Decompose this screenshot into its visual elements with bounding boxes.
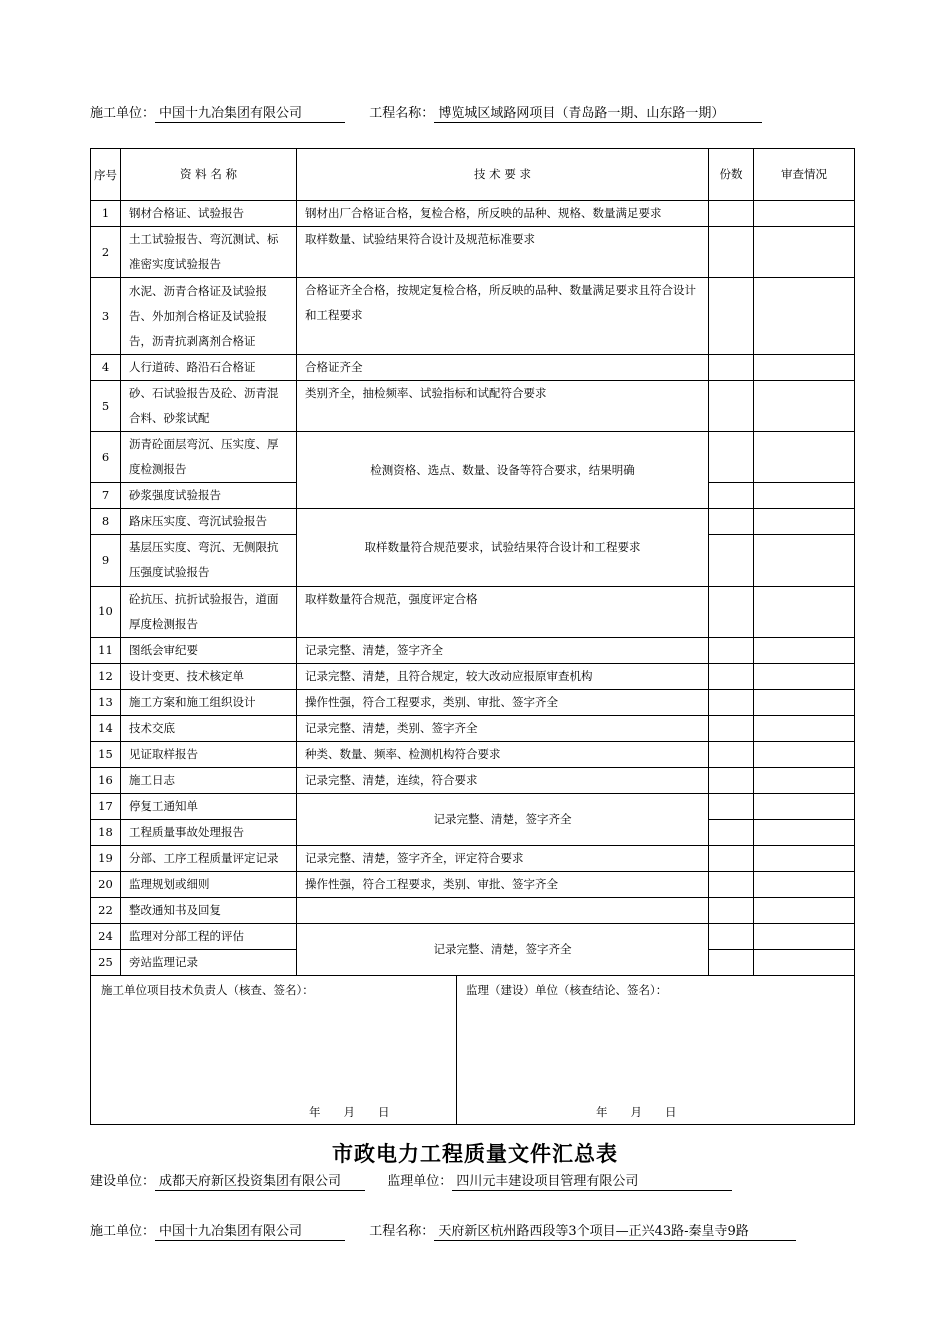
table-row [91, 380, 855, 431]
row-name: 砂浆强度试验报告 [121, 483, 297, 509]
table-row [91, 897, 855, 923]
row-requirement: 合格证齐全 [297, 354, 709, 380]
row-requirement: 记录完整、清楚，签字齐全 [297, 923, 709, 975]
table-row [91, 741, 855, 767]
row-copies[interactable] [709, 871, 754, 897]
row-copies[interactable] [709, 227, 754, 278]
row-review[interactable] [754, 741, 855, 767]
row-copies[interactable] [709, 586, 754, 637]
row-no: 17 [91, 793, 121, 819]
row-name: 砼抗压、抗折试验报告，道面厚度检测报告 [121, 586, 297, 637]
project-name-value-2: 天府新区杭州路西段等3个项目—正兴43路-秦皇寺9路 [434, 1224, 796, 1241]
col-header-name: 资 料 名 称 [121, 149, 297, 201]
table-row [91, 845, 855, 871]
row-no: 6 [91, 432, 121, 483]
row-no: 7 [91, 483, 121, 509]
row-copies[interactable] [709, 663, 754, 689]
row-name: 人行道砖、路沿石合格证 [121, 354, 297, 380]
row-review[interactable] [754, 663, 855, 689]
row-review[interactable] [754, 819, 855, 845]
row-no: 18 [91, 819, 121, 845]
row-copies[interactable] [709, 741, 754, 767]
signature-construction-cell[interactable] [91, 975, 709, 1124]
row-copies[interactable] [709, 201, 754, 227]
row-review[interactable] [754, 871, 855, 897]
row-copies[interactable] [709, 897, 754, 923]
row-name: 基层压实度、弯沉、无侧限抗压强度试验报告 [121, 535, 297, 586]
row-review[interactable] [754, 509, 855, 535]
table-row [91, 354, 855, 380]
table-row [91, 793, 855, 819]
row-review[interactable] [754, 923, 855, 949]
table-row [91, 871, 855, 897]
row-no: 11 [91, 637, 121, 663]
row-copies[interactable] [709, 483, 754, 509]
row-review[interactable] [754, 715, 855, 741]
row-review[interactable] [754, 432, 855, 483]
row-name: 水泥、沥青合格证及试验报告、外加剂合格证及试验报告，沥青抗剥离剂合格证 [121, 278, 297, 355]
row-copies[interactable] [709, 923, 754, 949]
supervision-unit-value: 四川元丰建设项目管理有限公司 [452, 1174, 732, 1191]
row-name: 砂、石试验报告及砼、沥青混合料、砂浆试配 [121, 380, 297, 431]
row-copies[interactable] [709, 819, 754, 845]
row-copies[interactable] [709, 637, 754, 663]
signature-supervision-date: 年 月 日 [596, 1104, 677, 1119]
construction-unit-label-2: 施工单位： [90, 1224, 156, 1239]
row-review[interactable] [754, 767, 855, 793]
row-review[interactable] [754, 949, 855, 975]
row-review[interactable] [754, 793, 855, 819]
row-no: 24 [91, 923, 121, 949]
construction-project-line [90, 1220, 796, 1241]
row-requirement: 钢材出厂合格证合格，复检合格，所反映的品种、规格、数量满足要求 [297, 201, 709, 227]
row-copies[interactable] [709, 535, 754, 586]
row-copies[interactable] [709, 949, 754, 975]
table-row [91, 923, 855, 949]
row-name: 设计变更、技术核定单 [121, 663, 297, 689]
row-name: 路床压实度、弯沉试验报告 [121, 509, 297, 535]
table-row [91, 432, 855, 483]
row-no: 22 [91, 897, 121, 923]
supervision-unit-label: 监理单位： [387, 1174, 453, 1189]
row-no: 25 [91, 949, 121, 975]
table-row [91, 227, 855, 278]
signature-supervision-label: 监理（建设）单位（核查结论、签名）： [466, 982, 668, 997]
row-copies[interactable] [709, 278, 754, 355]
row-copies[interactable] [709, 689, 754, 715]
row-review[interactable] [754, 380, 855, 431]
row-review[interactable] [754, 689, 855, 715]
row-requirement: 合格证齐全合格，按规定复检合格，所反映的品种、数量满足要求且符合设计和工程要求 [297, 278, 709, 355]
row-no: 8 [91, 509, 121, 535]
row-review[interactable] [754, 201, 855, 227]
row-name: 监理规划或细则 [121, 871, 297, 897]
table-row [91, 663, 855, 689]
row-name: 沥青砼面层弯沉、压实度、厚度检测报告 [121, 432, 297, 483]
row-review[interactable] [754, 483, 855, 509]
signature-construction-date: 年 月 日 [309, 1104, 390, 1119]
project-name-label: 工程名称： [369, 106, 435, 121]
row-no: 1 [91, 201, 121, 227]
row-copies[interactable] [709, 845, 754, 871]
row-requirement: 操作性强，符合工程要求，类别、审批、签字齐全 [297, 871, 709, 897]
row-no: 10 [91, 586, 121, 637]
signature-construction-label: 施工单位项目技术负责人（核查、签名）： [101, 982, 314, 997]
row-no: 15 [91, 741, 121, 767]
row-name: 分部、工序工程质量评定记录 [121, 845, 297, 871]
row-review[interactable] [754, 586, 855, 637]
table-row [91, 509, 855, 535]
table-row [91, 278, 855, 355]
col-header-no: 序号 [91, 149, 121, 201]
row-copies[interactable] [709, 793, 754, 819]
row-name: 停复工通知单 [121, 793, 297, 819]
row-no: 20 [91, 871, 121, 897]
row-name: 技术交底 [121, 715, 297, 741]
summary-title: 市政电力工程质量文件汇总表 [332, 1141, 618, 1166]
row-no: 19 [91, 845, 121, 871]
row-review[interactable] [754, 278, 855, 355]
table-row [91, 201, 855, 227]
row-review[interactable] [754, 637, 855, 663]
table-row [91, 586, 855, 637]
table-row [91, 637, 855, 663]
row-requirement: 类别齐全，抽检频率、试验指标和试配符合要求 [297, 380, 709, 431]
row-no: 14 [91, 715, 121, 741]
row-copies[interactable] [709, 432, 754, 483]
row-name: 土工试验报告、弯沉测试、标准密实度试验报告 [121, 227, 297, 278]
row-review[interactable] [754, 845, 855, 871]
row-copies[interactable] [709, 354, 754, 380]
row-name: 图纸会审纪要 [121, 637, 297, 663]
row-requirement: 检测资格、选点、数量、设备等符合要求，结果明确 [297, 432, 709, 509]
col-header-requirement: 技 术 要 求 [297, 149, 709, 201]
row-requirement [297, 897, 709, 923]
row-requirement: 记录完整、清楚，签字齐全 [297, 637, 709, 663]
row-name: 监理对分部工程的评估 [121, 923, 297, 949]
row-no: 4 [91, 354, 121, 380]
table-row [91, 767, 855, 793]
row-copies[interactable] [709, 767, 754, 793]
row-no: 16 [91, 767, 121, 793]
row-review[interactable] [754, 535, 855, 586]
row-name: 整改通知书及回复 [121, 897, 297, 923]
row-no: 3 [91, 278, 121, 355]
construction-unit-label: 施工单位： [90, 106, 156, 121]
build-supervision-line [90, 1170, 732, 1191]
row-requirement: 取样数量符合规范，强度评定合格 [297, 586, 709, 637]
row-requirement: 取样数量、试验结果符合设计及规范标准要求 [297, 227, 709, 278]
col-header-review: 审查情况 [754, 149, 855, 201]
row-requirement: 操作性强，符合工程要求，类别、审批、签字齐全 [297, 689, 709, 715]
row-name: 施工方案和施工组织设计 [121, 689, 297, 715]
row-review[interactable] [754, 227, 855, 278]
row-requirement: 取样数量符合规范要求，试验结果符合设计和工程要求 [297, 509, 709, 586]
row-review[interactable] [754, 897, 855, 923]
table-row [91, 715, 855, 741]
header-line [90, 102, 762, 123]
col-header-copies: 份数 [709, 149, 754, 201]
signature-row [91, 975, 855, 1124]
quality-document-table [90, 148, 855, 1125]
construction-unit-value-2: 中国十九冶集团有限公司 [155, 1224, 345, 1241]
row-requirement: 记录完整、清楚，类别、签字齐全 [297, 715, 709, 741]
row-no: 2 [91, 227, 121, 278]
row-requirement: 种类、数量、频率、检测机构符合要求 [297, 741, 709, 767]
row-name: 工程质量事故处理报告 [121, 819, 297, 845]
project-name-label-2: 工程名称： [369, 1224, 435, 1239]
build-unit-label: 建设单位： [90, 1174, 156, 1189]
construction-unit-value: 中国十九冶集团有限公司 [155, 106, 345, 123]
row-no: 13 [91, 689, 121, 715]
row-review[interactable] [754, 354, 855, 380]
row-requirement: 记录完整、清楚，签字齐全，评定符合要求 [297, 845, 709, 871]
row-copies[interactable] [709, 380, 754, 431]
row-requirement: 记录完整、清楚，且符合规定，较大改动应报原审查机构 [297, 663, 709, 689]
row-requirement: 记录完整、清楚，连续，符合要求 [297, 767, 709, 793]
row-name: 旁站监理记录 [121, 949, 297, 975]
row-copies[interactable] [709, 715, 754, 741]
row-name: 施工日志 [121, 767, 297, 793]
row-no: 9 [91, 535, 121, 586]
row-no: 5 [91, 380, 121, 431]
build-unit-value: 成都天府新区投资集团有限公司 [155, 1174, 365, 1191]
project-name-value: 博览城区域路网项目（青岛路一期、山东路一期） [434, 106, 762, 123]
row-copies[interactable] [709, 509, 754, 535]
row-name: 见证取样报告 [121, 741, 297, 767]
row-name: 钢材合格证、试验报告 [121, 201, 297, 227]
table-row [91, 689, 855, 715]
row-no: 12 [91, 663, 121, 689]
row-requirement: 记录完整、清楚，签字齐全 [297, 793, 709, 845]
